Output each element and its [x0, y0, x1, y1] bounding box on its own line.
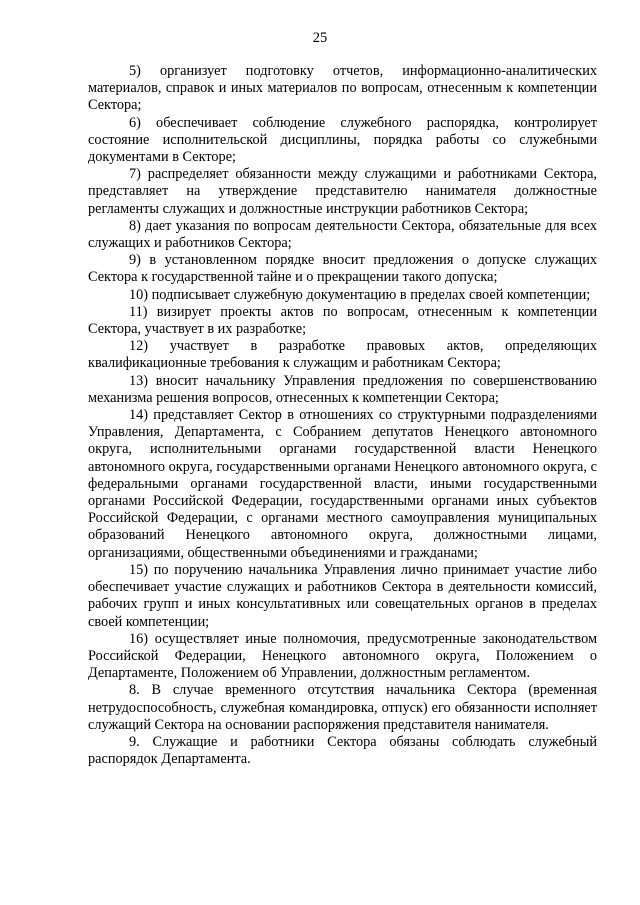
paragraph-item-15: 15) по поручению начальника Управления лично принимает участие либо обеспечивает участие служащих и работников Сектора в деятельности комиссий, рабочих групп и иных консультативных или совещательных органов в пределах своей компетенции;: [88, 561, 597, 630]
paragraph-item-7: 7) распределяет обязанности между служащими и работниками Сектора, представляет на утверждение представителю нанимателя должностные регламенты служащих и должностные инструкции работников Сектора;: [88, 166, 597, 217]
paragraph-item-6: 6) обеспечивает соблюдение служебного распорядка, контролирует состояние исполнительской дисциплины, порядка работы со служебными документами в Секторе;: [88, 114, 597, 166]
document-body: [88, 63, 597, 768]
paragraph-item-5: 5) организует подготовку отчетов, информационно-аналитических материалов, справок и иных материалов по вопросам, отнесенным к компетенции Сектора;: [88, 63, 597, 114]
paragraph-item-16: 16) осуществляет иные полномочия, предусмотренные законодательством Российской Федерации, Ненецкого автономного округа, Положением о Департаменте, Положением об Управлении, должностным регламентом.: [88, 630, 597, 682]
paragraph-item-11: 11) визирует проекты актов по вопросам, отнесенным к компетенции Сектора, участвует в их разработке;: [88, 303, 597, 338]
paragraph-item-9: 9) в установленном порядке вносит предложения о допуске служащих Сектора к государственной тайне и о прекращении такого допуска;: [88, 252, 597, 286]
paragraph-item-10: 10) подписывает служебную документацию в пределах своей компетенции;: [129, 286, 591, 303]
paragraph-section-8: 8. В случае временного отсутствия начальника Сектора (временная нетрудоспособность, служебная командировка, отпуск) его обязанности исполняет служащий Сектора на основании распоряжения представителя нанимателя.: [88, 682, 597, 733]
paragraph-item-13: 13) вносит начальнику Управления предложения по совершенствованию механизма решения вопросов, отнесенных к компетенции Сектора;: [88, 372, 597, 406]
paragraph-item-8: 8) дает указания по вопросам деятельности Сектора, обязательные для всех служащих и работников Сектора;: [88, 217, 597, 252]
page-number: 25: [312, 30, 328, 46]
paragraph-item-12: 12) участвует в разработке правовых актов, определяющих квалификационные требования к служащим и работникам Сектора;: [88, 338, 597, 372]
paragraph-section-9: 9. Служащие и работники Сектора обязаны соблюдать служебный распорядок Департамента.: [88, 733, 597, 768]
paragraph-item-14: 14) представляет Сектор в отношениях со структурными подразделениями Управления, Департамента, с Собранием депутатов Ненецкого автономного округа, исполнительными органами государственной власти Ненецкого автономного округа, государственными органами Ненецкого автономного округа, с федеральными органами государственной власти, иными государственными органами Российской Федерации, государственными органами иных субъектов Российской Федерации, с органами местного самоуправления муниципальных образований Ненецкого автономного округа, должностными лицами, организациями, общественными объединениями и гражданами;: [88, 407, 597, 561]
